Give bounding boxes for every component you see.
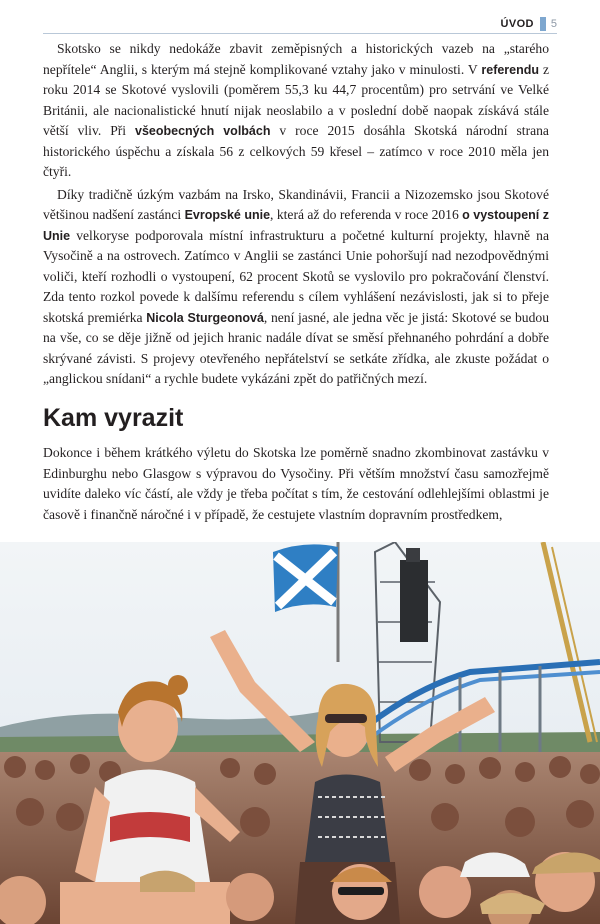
keyword-highlight: Evropské unie bbox=[184, 208, 271, 222]
section-heading: Kam vyrazit bbox=[43, 404, 184, 432]
keyword-highlight: referendu bbox=[481, 62, 540, 77]
text-run: Díky tradičně úzkým vazbám na Irsko, Skandinávii, Francii a Nizozemsko jsou Skotové většinou nadšení zastánci bbox=[43, 186, 549, 222]
section-label: ÚVOD bbox=[500, 18, 534, 30]
intro-text bbox=[43, 39, 549, 390]
keyword-highlight: o vystoupení z Unie bbox=[43, 208, 549, 243]
header-rule bbox=[43, 33, 557, 34]
header-color-marker bbox=[540, 17, 546, 31]
text-run: velkoryse podporovala místní infrastrukturu a početné kulturní projekty, hlavně na Vysočině a na ostrovech. Zatímco v Anglii se zastánci Unie pohoršují nad nezodpovědnými voliči, kteří rozhodli o vystoupení, 62 procent Skotů se vyslovilo pro pokračování členství. Zda tento rozkol povede k dalšímu referendu s cílem vyhlášení nezávislosti, jak si to přeje skotská premiérka bbox=[43, 227, 549, 325]
text-run: , která až do referenda v roce 2016 bbox=[270, 207, 463, 222]
running-header bbox=[500, 16, 557, 32]
paragraph-eu bbox=[43, 185, 549, 390]
festival-photo bbox=[0, 542, 600, 924]
page-number: 5 bbox=[550, 18, 557, 30]
text-run: Skotsko se nikdy nedokáže zbavit zeměpisných a historických vazeb na „starého nepřítele“ Anglii, s kterým má stejně komplikované vztahy jako v minulosti. V bbox=[43, 41, 549, 77]
section-text bbox=[43, 443, 549, 525]
festival-illustration bbox=[0, 542, 600, 924]
paragraph-where-to-go: Dokonce i během krátkého výletu do Skotska lze poměrně snadno zkombinovat zastávku v Edinburghu nebo Glasgow s výpravou do Vysočiny. Při větším množství času samozřejmě uvidíte daleko víc částí, ale vždy je třeba počítat s tím, že cestování odlehlejšími oblastmi je časově i finančně náročné i v případě, že cestujete vlastním dopravním prostředkem, bbox=[43, 445, 549, 522]
keyword-highlight: Nicola Sturgeonová bbox=[146, 310, 264, 325]
keyword-highlight: všeobecných volbách bbox=[135, 124, 271, 138]
text-run: , není jasné, ale jedna věc je jistá: Skotové se budou na vše, co se děje jižně od jejich hranic nadále dívat se směsí přehnaného pohrdání a dobře skrývané závisti. S projevy otevřeného nepřátelství se setkáte zřídka, ale zkuste požádat o „anglickou snídani“ a rychle budete vykázáni zpět do patřičných mezí. bbox=[43, 309, 549, 386]
text-run: v roce 2015 dosáhla Skotská národní strana historického úspěchu a získala 56 z celkových 59 křesel – zatímco v roce 2010 měla jen čtyři. bbox=[43, 123, 549, 179]
paragraph-politics bbox=[43, 39, 549, 183]
text-run: z roku 2014 se Skotové vyslovili (poměrem 55,3 ku 44,7 procentům) pro setrvání ve Velké Británii, ale nacionalistické hnutí nijak neoslabilo a v poslední době naopak získává stále větší vliv. Při bbox=[43, 61, 549, 138]
